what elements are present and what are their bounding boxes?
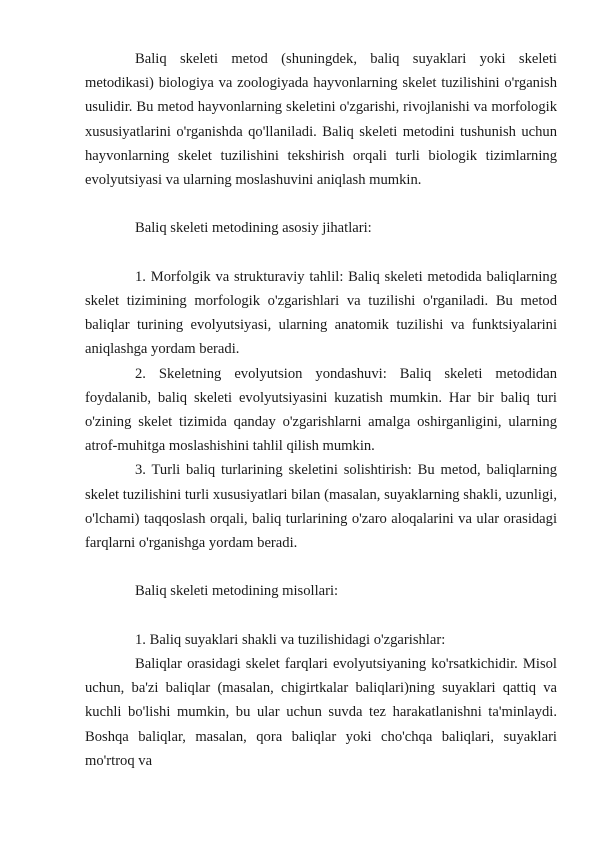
- spacer: [85, 555, 557, 579]
- list-item-1: 1. Morfolgik va strukturaviy tahlil: Baliq skeleti metodida baliqlarning skelet tizimining morfologik o'zgarishlari va tuzilishi o'rganiladi. Bu metod baliqlar turining evolyutsiyasi, ularning anatomik tuzilishi va funktsiyalarini aniqlashga yordam beradi.: [85, 268, 557, 358]
- spacer: [85, 604, 557, 628]
- intro-paragraph: Baliq skeleti metod (shuningdek, baliq suyaklari yoki skeleti metodikasi) biologiya va zoologiyada hayvonlarning skelet tuzilishini o'rganish usulidir. Bu metod hayvonlarning skeletini o'zgarishi, rivojlanishi va morfologik xususiyatlarini o'rganishda qo'llaniladi. Baliq skeleti metodini tushunish uchun hayvonlarning skelet tuzilishini tekshirish orqali turli biologik tizimlarning evolyutsiyasi va ularning moslashuvini aniqlash mumkin.: [85, 51, 557, 189]
- section-heading-aspects: Baliq skeleti metodining asosiy jihatlari:: [135, 220, 372, 237]
- spacer: [85, 241, 557, 265]
- document-page: [85, 47, 557, 773]
- section-heading-examples: Baliq skeleti metodining misollari:: [135, 583, 339, 600]
- list-item-2: 2. Skeletning evolyutsion yondashuvi: Baliq skeleti metodidan foydalanib, baliq skeleti evolyutsiyasini kuzatish mumkin. Har bir baliq turi o'zining skelet tizimida qanday o'zgarishlarni amalga oshirganligini, ularning atrof-muhitga moslashishini tahlil qilish mumkin.: [85, 365, 557, 455]
- spacer: [85, 192, 557, 216]
- example-heading-1: 1. Baliq suyaklari shakli va tuzilishidagi o'zgarishlar:: [135, 631, 446, 648]
- example-paragraph-1: Baliqlar orasidagi skelet farqlari evolyutsiyaning ko'rsatkichidir. Misol uchun, ba'zi baliqlar (masalan, chigirtkalar baliqlari)ning suyaklari qattiq va kuchli bo'lishi mumkin, bu ular uchun suvda tez harakatlanishni ta'minlaydi. Boshqa baliqlar, masalan, qora baliqlar yoki cho'chqa baliqlari, suyaklari mo'rtroq va: [85, 656, 557, 769]
- list-item-3: 3. Turli baliq turlarining skeletini solishtirish: Bu metod, baliqlarning skelet tuzilishini turli xususiyatlari bilan (masalan, suyaklarning shakli, uzunligi, o'lchami) taqqoslash orqali, baliq turlarining o'zaro aloqalarini va ular orasidagi farqlarni o'rganishga yordam beradi.: [85, 462, 557, 552]
